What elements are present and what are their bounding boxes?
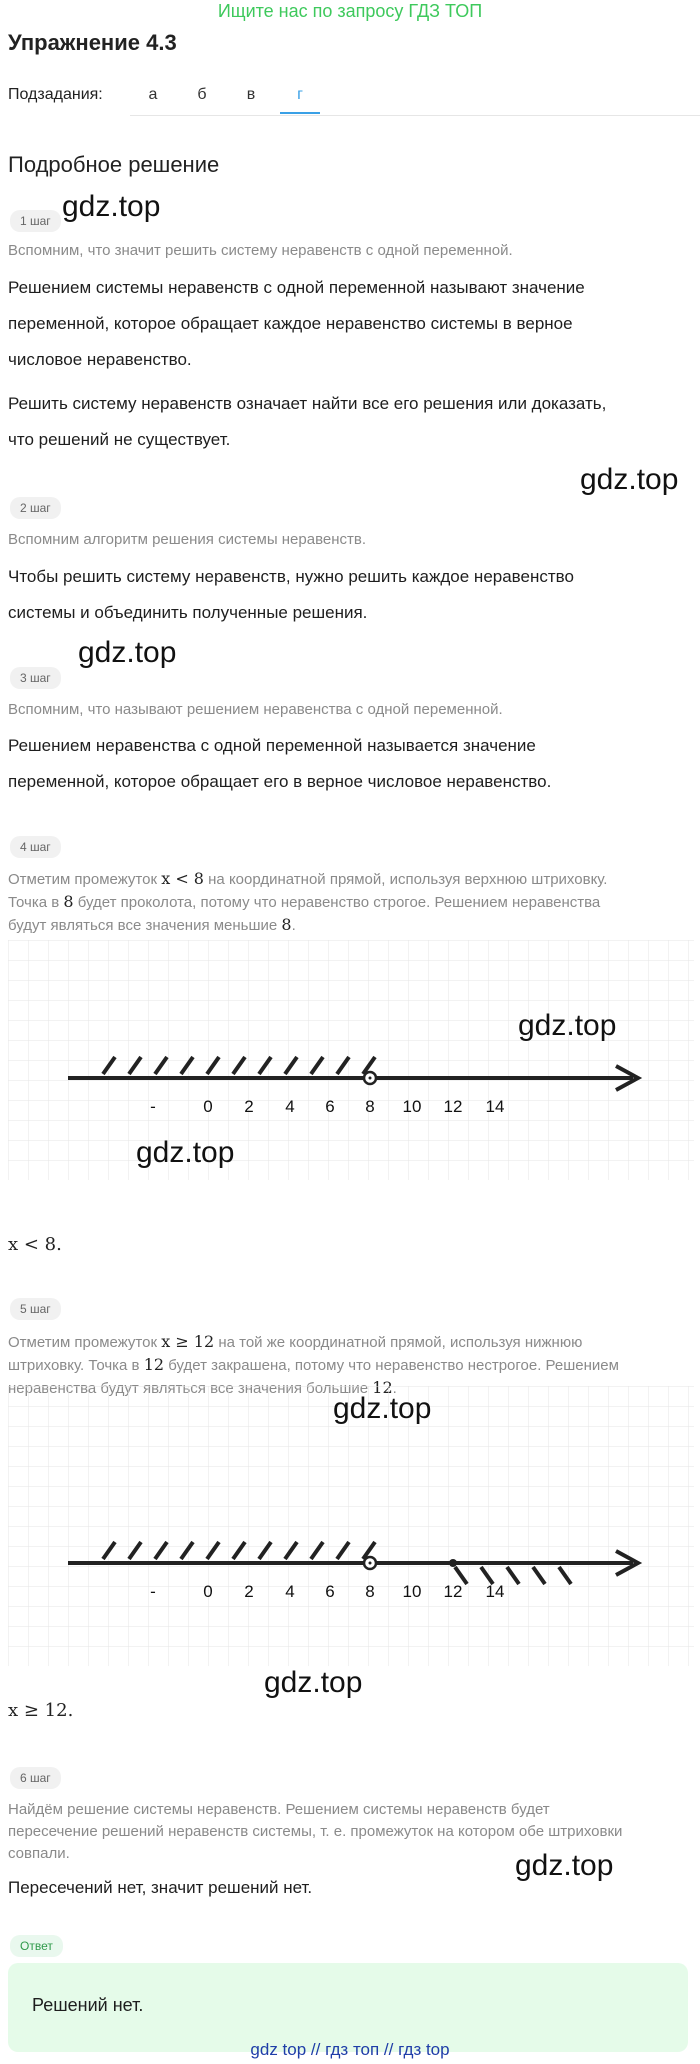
tick-label: 10 xyxy=(402,1097,422,1116)
tick-label: 0 xyxy=(203,1097,213,1116)
math-expr: x < 8 xyxy=(161,869,204,888)
hint-text: Отметим промежуток xyxy=(8,871,162,888)
watermark: gdz.top xyxy=(333,1392,432,1425)
step-badge: 6 шаг xyxy=(10,1767,61,1789)
hint-line: Найдём решение системы неравенств. Решением системы неравенств будет xyxy=(8,1801,550,1818)
tick-label: - xyxy=(150,1097,156,1116)
number-line-figure-1 xyxy=(8,940,694,1180)
text-line: переменной, которое обращает его в верное числовое неравенство. xyxy=(8,772,552,791)
step-badge: 1 шаг xyxy=(10,210,61,232)
tick-label: 12 xyxy=(443,1097,463,1116)
step-badge: 2 шаг xyxy=(10,497,61,519)
step-text xyxy=(8,559,574,631)
section-title: Подробное решение xyxy=(8,152,220,177)
math-expr: x ≥ 12 xyxy=(161,1332,215,1351)
watermark: gdz.top xyxy=(62,190,161,223)
answer-badge: Ответ xyxy=(10,1935,63,1957)
tab-v[interactable]: в xyxy=(246,86,256,103)
tab-g[interactable]: г xyxy=(297,86,303,103)
tick-label: 14 xyxy=(485,1582,505,1601)
text-line: Решением системы неравенств с одной переменной называют значение xyxy=(8,278,585,297)
active-tab-indicator xyxy=(280,112,320,114)
tick-label: 6 xyxy=(325,1097,335,1116)
tick-label: - xyxy=(150,1582,156,1601)
footer-links[interactable]: gdz top // гдз топ // гдз top xyxy=(250,2040,450,2059)
text-line: системы и объединить полученные решения. xyxy=(8,603,368,622)
watermark: gdz.top xyxy=(580,463,679,496)
math-expr: 8 xyxy=(281,915,292,934)
hint-line: совпали. xyxy=(8,1845,70,1862)
tick-label: 4 xyxy=(285,1582,295,1601)
hint-text: штриховку. Точка в xyxy=(8,1357,144,1374)
watermark: gdz.top xyxy=(515,1849,614,1882)
tabs-divider xyxy=(130,115,700,116)
hint-text: на координатной прямой, используя верхнюю штриховку. xyxy=(203,871,608,888)
step-text xyxy=(8,728,551,800)
tab-a[interactable]: а xyxy=(148,86,158,103)
text-line: переменной, которое обращает каждое неравенство системы в верное xyxy=(8,314,573,333)
top-banner[interactable]: Ищите нас по запросу ГДЗ ТОП xyxy=(217,1,483,21)
step-result: x ≥ 12. xyxy=(8,1700,74,1721)
tick-label: 10 xyxy=(402,1582,422,1601)
step-hint: Вспомним, что называют решением неравенства с одной переменной. xyxy=(8,701,503,718)
step-text: Пересечений нет, значит решений нет. xyxy=(8,1878,313,1897)
tick-label: 12 xyxy=(443,1582,463,1601)
page-title: Упражнение 4.3 xyxy=(8,30,177,55)
tick-label: 4 xyxy=(285,1097,295,1116)
watermark: gdz.top xyxy=(264,1666,363,1699)
math-expr: 12 xyxy=(143,1355,165,1374)
tick-label: 8 xyxy=(365,1097,375,1116)
watermark: gdz.top xyxy=(136,1136,235,1169)
tick-label: 2 xyxy=(244,1097,254,1116)
text-line: числовое неравенство. xyxy=(8,350,192,369)
tick-label: 2 xyxy=(244,1582,254,1601)
number-line-figure-2 xyxy=(8,1386,694,1666)
open-point-8-center xyxy=(369,1562,372,1565)
hint-text: будет закрашена, потому что неравенство нестрогое. Решением xyxy=(164,1357,619,1374)
step-result: x < 8. xyxy=(8,1234,62,1255)
subtasks-label: Подзадания: xyxy=(8,86,103,103)
tick-label: 8 xyxy=(365,1582,375,1601)
step-hint: Вспомним алгоритм решения системы неравенств. xyxy=(8,531,367,548)
hint-text: будет проколота, потому что неравенство строгое. Решением неравенства xyxy=(73,894,601,911)
text-line: Решением неравенства с одной переменной называется значение xyxy=(8,736,536,755)
hint-text: будут являться все значения меньшие xyxy=(8,917,282,934)
hint-text: Точка в xyxy=(8,894,64,911)
tick-label: 6 xyxy=(325,1582,335,1601)
step-text xyxy=(8,386,606,458)
hint-text: . xyxy=(291,917,296,934)
step-badge: 4 шаг xyxy=(10,836,61,858)
hint-line: пересечение решений неравенств системы, т. е. промежуток на котором обе штриховки xyxy=(8,1823,623,1840)
hint-text: Отметим промежуток xyxy=(8,1334,162,1351)
step-text xyxy=(8,270,585,378)
text-line: Чтобы решить систему неравенств, нужно решить каждое неравенство xyxy=(8,567,574,586)
tab-b[interactable]: б xyxy=(197,86,207,103)
answer-text: Решений нет. xyxy=(32,1995,144,2015)
watermark: gdz.top xyxy=(518,1009,617,1042)
tick-label: 14 xyxy=(485,1097,505,1116)
step-badge: 3 шаг xyxy=(10,667,61,689)
math-expr: 8 xyxy=(63,892,74,911)
tick-label: 0 xyxy=(203,1582,213,1601)
step-hint: Вспомним, что значит решить систему неравенств с одной переменной. xyxy=(8,242,513,259)
text-line: Решить систему неравенств означает найти все его решения или доказать, xyxy=(8,394,607,413)
grid xyxy=(8,1386,694,1666)
filled-point-12 xyxy=(449,1559,457,1567)
hint-text: на той же координатной прямой, используя нижнюю xyxy=(214,1334,583,1351)
step-hint xyxy=(8,868,607,937)
open-point-8-center xyxy=(369,1077,372,1080)
step-badge: 5 шаг xyxy=(10,1298,61,1320)
text-line: что решений не существует. xyxy=(8,430,231,449)
watermark: gdz.top xyxy=(78,636,177,669)
